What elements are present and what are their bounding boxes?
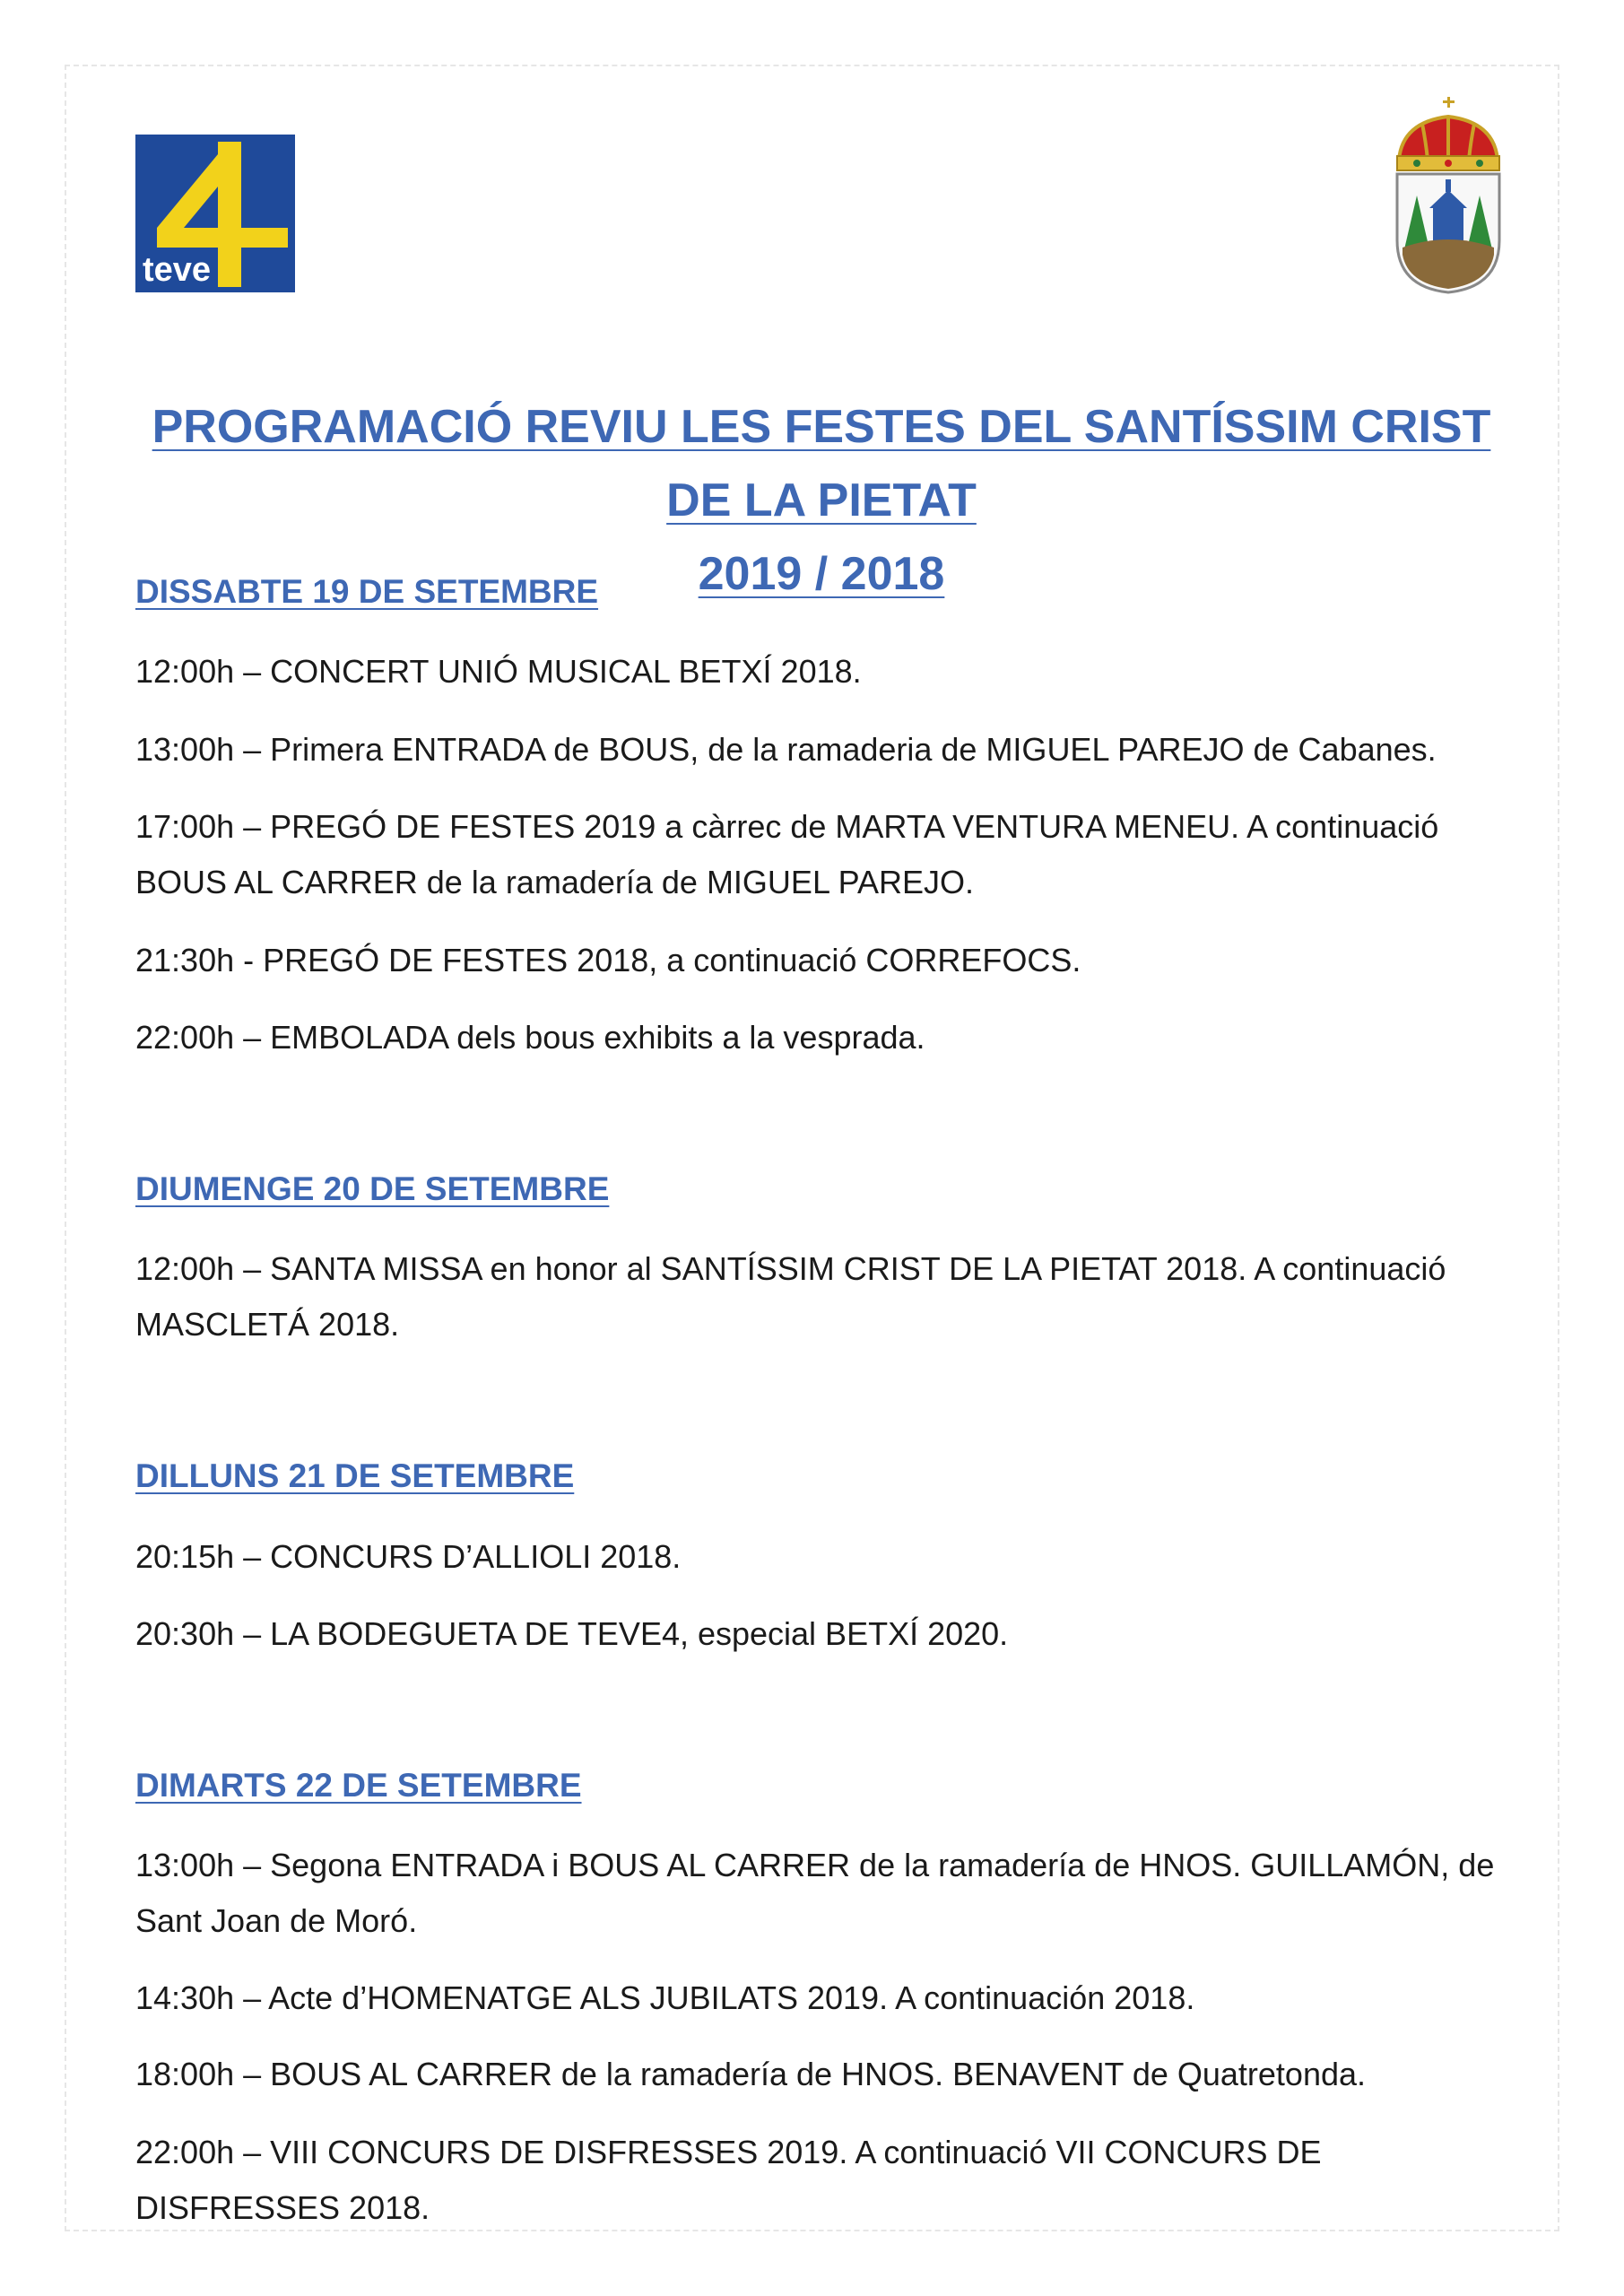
event-item: 14:30h – Acte d’HOMENATGE ALS JUBILATS 2019. A continuación 2018.: [135, 1979, 1195, 2016]
teve4-logo-icon: [135, 135, 295, 292]
event-item: 21:30h - PREGÓ DE FESTES 2018, a continuació CORREFOCS.: [135, 942, 1081, 978]
event-item: 12:00h – SANTA MISSA en honor al SANTÍSSIM CRIST DE LA PIETAT 2018. A continuació MASCLETÁ 2018.: [135, 1250, 1446, 1343]
title-line-1: PROGRAMACIÓ REVIU LES FESTES DEL SANTÍSSIM CRIST DE LA PIETAT: [152, 400, 1491, 526]
day-heading-dissabte: DISSABTE 19 DE SETEMBRE: [135, 573, 599, 610]
event-item: 13:00h – Primera ENTRADA de BOUS, de la ramaderia de MIGUEL PAREJO de Cabanes.: [135, 731, 1437, 768]
day-heading-dilluns: DILLUNS 21 DE SETEMBRE: [135, 1457, 575, 1494]
event-item: 20:15h – CONCURS D’ALLIOLI 2018.: [135, 1538, 682, 1575]
day-heading-dimarts: DIMARTS 22 DE SETEMBRE: [135, 1767, 582, 1804]
event-item: 22:00h – VIII CONCURS DE DISFRESSES 2019. A continuació VII CONCURS DE DISFRESSES 2018.: [135, 2134, 1322, 2226]
event-item: 13:00h – Segona ENTRADA i BOUS AL CARRER de la ramadería de HNOS. GUILLAMÓN, de Sant Joan de Moró.: [135, 1847, 1495, 1939]
teve4-logo: [135, 135, 295, 292]
event-item: 20:30h – LA BODEGUETA DE TEVE4, especial BETXÍ 2020.: [135, 1615, 1009, 1652]
title-line-2: 2019 / 2018: [698, 547, 945, 600]
day-heading-diumenge: DIUMENGE 20 DE SETEMBRE: [135, 1170, 610, 1207]
event-item: 18:00h – BOUS AL CARRER de la ramadería de HNOS. BENAVENT de Quatretonda.: [135, 2056, 1367, 2092]
event-item: 12:00h – CONCERT UNIÓ MUSICAL BETXÍ 2018.: [135, 653, 862, 690]
event-item: 22:00h – EMBOLADA dels bous exhibits a la vesprada.: [135, 1019, 925, 1056]
municipal-crest: [1390, 97, 1507, 296]
coat-of-arms-icon: [1390, 97, 1507, 296]
event-item: 17:00h – PREGÓ DE FESTES 2019 a càrrec de MARTA VENTURA MENEU. A continuació BOUS AL CARRER de la ramadería de MIGUEL PAREJO.: [135, 808, 1439, 900]
teve4-logo-text: teve: [143, 251, 212, 289]
